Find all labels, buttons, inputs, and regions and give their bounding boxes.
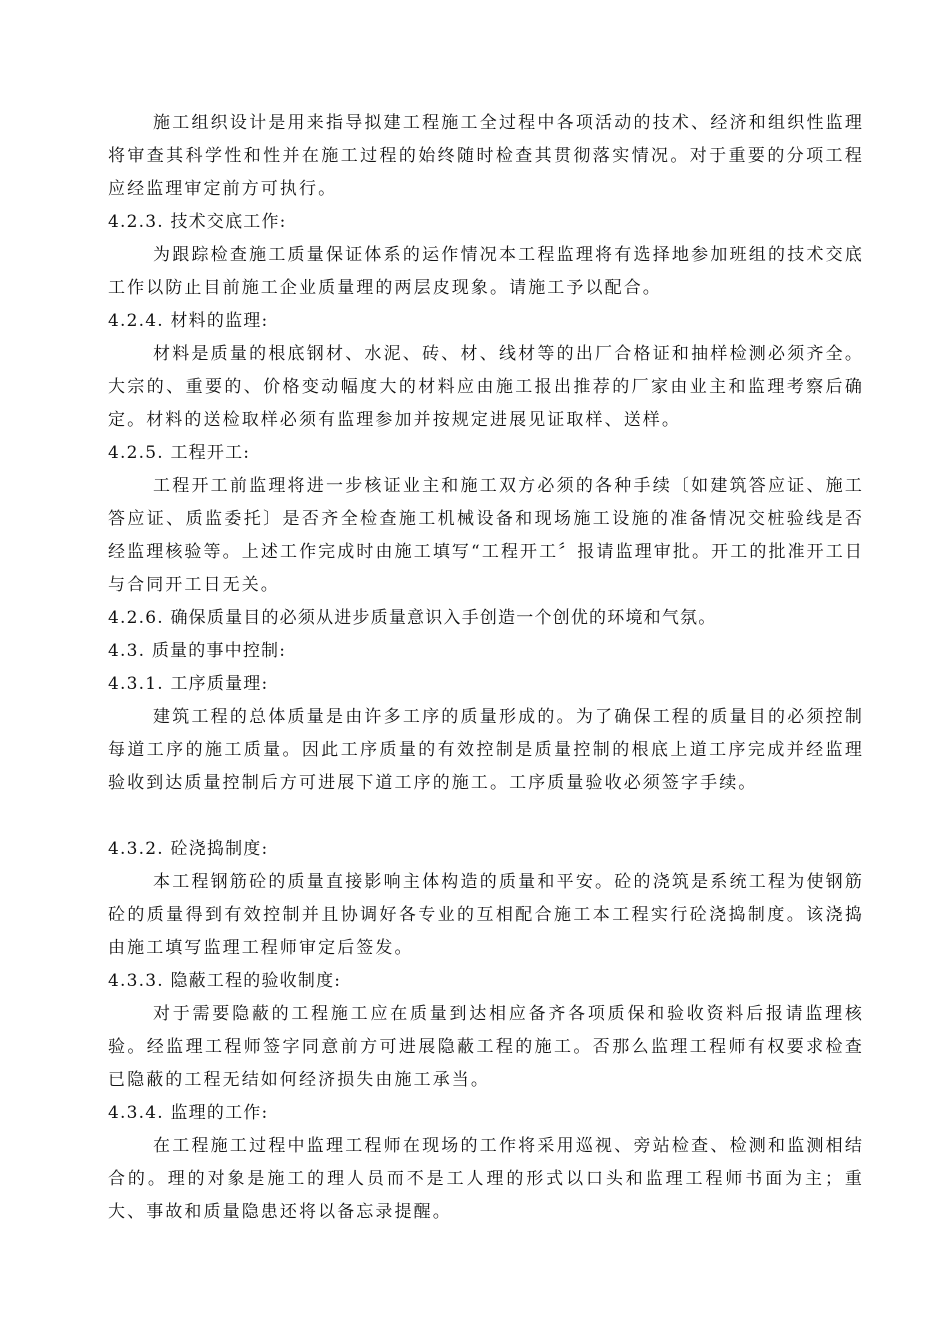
paragraph-process-quality: 建筑工程的总体质量是由许多工序的质量形成的。为了确保工程的质量目的必须控制每道工序的施工质量。因此工序质量的有效控制是质量控制的根底上道工序完成并经监理验收到达质量控制后方可进展下道工序的施工。工序质量验收必须签字手续。: [108, 707, 864, 793]
heading-4-2-6: 4.2.6. 确保质量目的必须从进步质量意识入手创造一个创优的环境和气氛。: [108, 608, 717, 628]
paragraph-concrete-pouring: 本工程钢筋砼的质量直接影响主体构造的质量和平安。砼的浇筑是系统工程为使钢筋砼的质量得到有效控制并且协调好各专业的互相配合施工本工程实行砼浇捣制度。该浇捣由施工填写监理工程师审定后签发。: [108, 872, 864, 958]
paragraph-concealed-works: 对于需要隐蔽的工程施工应在质量到达相应备齐各项质保和验收资料后报请监理核验。经监理工程师签字同意前方可进展隐蔽工程的施工。否那么监理工程师有权要求检查已隐蔽的工程无结如何经济损失由施工承当。: [108, 1004, 864, 1090]
heading-4-3-2: 4.3.2. 砼浇捣制度:: [108, 839, 269, 859]
paragraph-materials: 材料是质量的根底钢材、水泥、砖、材、线材等的出厂合格证和抽样检测必须齐全。大宗的、重要的、价格变动幅度大的材料应由施工报出推荐的厂家由业主和监理考察后确定。材料的送检取样必须有监理参加并按规定进展见证取样、送样。: [108, 344, 864, 430]
paragraph-project-start: 工程开工前监理将进一步核证业主和施工双方必须的各种手续〔如建筑答应证、施工答应证、质监委托〕是否齐全检查施工机械设备和现场施工设施的准备情况交桩验线是否经监理核验等。上述工作完成时由施工填写“工程开工〞报请监理审批。开工的批准开工日与合同开工日无关。: [108, 476, 864, 595]
heading-4-3: 4.3. 质量的事中控制:: [108, 641, 287, 661]
paragraph-construction-design: 施工组织设计是用来指导拟建工程施工全过程中各项活动的技术、经济和组织性监理将审查其科学性和性并在施工过程的始终随时检查其贯彻落实情况。对于重要的分项工程应经监理审定前方可执行。: [108, 113, 864, 199]
heading-4-3-1: 4.3.1. 工序质量理:: [108, 674, 269, 694]
heading-4-2-4: 4.2.4. 材料的监理:: [108, 311, 269, 331]
heading-4-2-3: 4.2.3. 技术交底工作:: [108, 212, 287, 232]
heading-4-2-5: 4.2.5. 工程开工:: [108, 443, 251, 463]
heading-4-3-4: 4.3.4. 监理的工作:: [108, 1103, 269, 1123]
paragraph-supervision-work: 在工程施工过程中监理工程师在现场的工作将采用巡视、旁站检查、检测和监测相结合的。理的对象是施工的理人员而不是工人理的形式以口头和监理工程师书面为主；重大、事故和质量隐患还将以备忘录提醒。: [108, 1136, 864, 1222]
paragraph-technical-briefing: 为跟踪检查施工质量保证体系的运作情况本工程监理将有选择地参加班组的技术交底工作以防止目前施工企业质量理的两层皮现象。请施工予以配合。: [108, 245, 864, 298]
heading-4-3-3: 4.3.3. 隐蔽工程的验收制度:: [108, 971, 342, 991]
